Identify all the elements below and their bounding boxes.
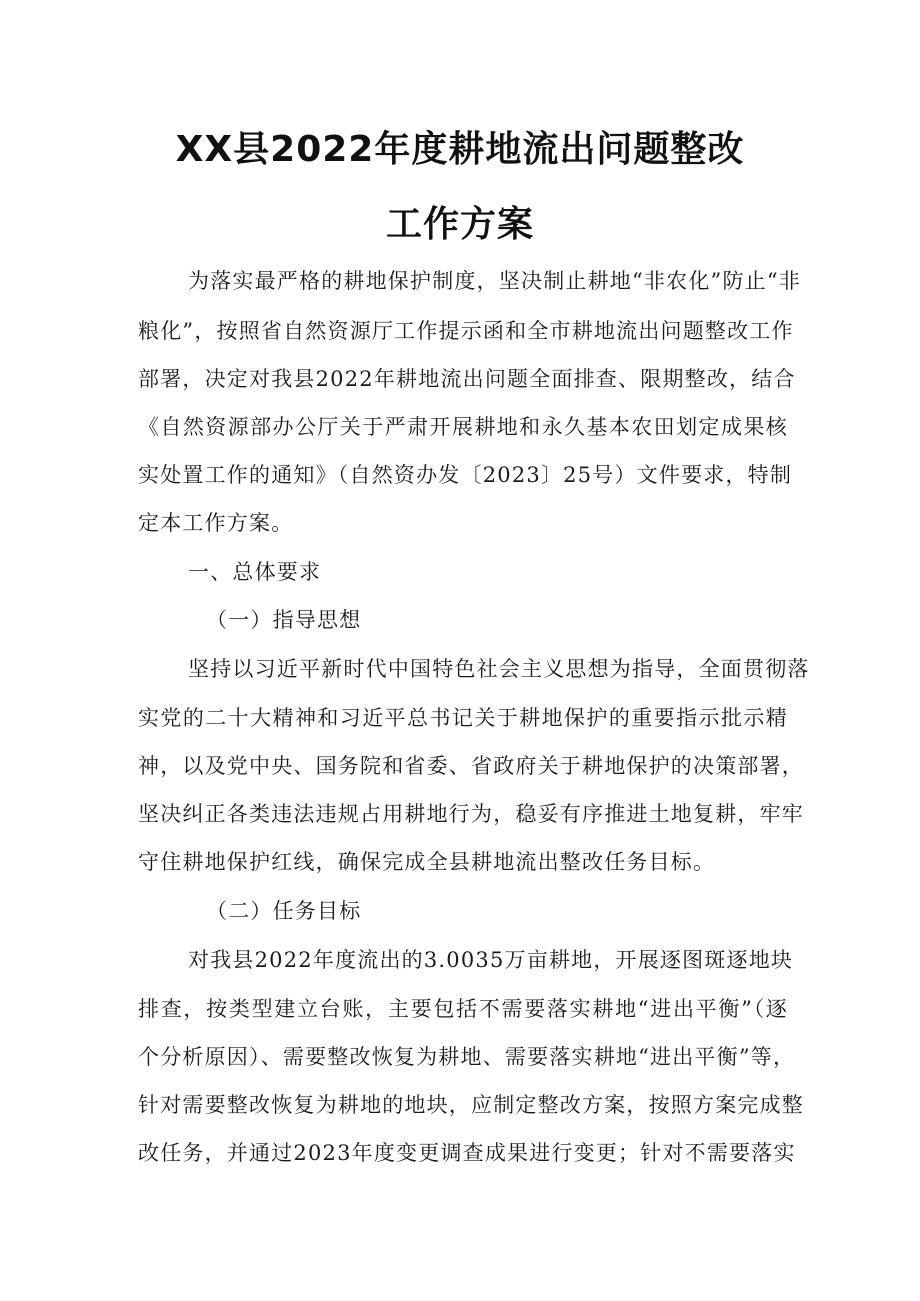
document-title-line-2: 工作方案 xyxy=(385,204,534,245)
guiding-thought-line: 神，以及党中央、国务院和省委、省政府关于耕地保护的决策部署， xyxy=(138,754,804,778)
task-goal-line: 对我县2022年度流出的3.0035万亩耕地，开展逐图斑逐地块 xyxy=(188,948,794,972)
intro-paragraph-line: 为落实最严格的耕地保护制度，坚决制止耕地“非农化”防止“非 xyxy=(188,269,802,293)
task-goal-line: 排查，按类型建立台账，主要包括不需要落实耕地“进出平衡”（逐 xyxy=(138,997,788,1021)
task-goal-line: 针对需要整改恢复为耕地的地块，应制定整改方案，按照方案完成整 xyxy=(138,1093,804,1117)
document-title-line-1: XX县2022年度耕地流出问题整改 xyxy=(175,129,745,170)
guiding-thought-line: 守住耕地保护红线，确保完成全县耕地流出整改任务目标。 xyxy=(138,850,716,874)
guiding-thought-line: 坚持以习近平新时代中国特色社会主义思想为指导，全面贯彻落 xyxy=(188,657,810,681)
intro-paragraph-line: 部署，决定对我县2022年耕地流出问题全面排查、限期整改，结合 xyxy=(138,367,796,391)
task-goal-line: 改任务，并通过2023年度变更调查成果进行变更；针对不需要落实 xyxy=(138,1141,796,1165)
intro-paragraph-line: 粮化”，按照省自然资源厅工作提示函和全市耕地流出问题整改工作 xyxy=(138,319,794,343)
intro-paragraph-line: 定本工作方案。 xyxy=(138,511,294,535)
task-goal-line: 个分析原因）、需要整改恢复为耕地、需要落实耕地“进出平衡”等， xyxy=(138,1045,796,1069)
guiding-thought-line: 实党的二十大精神和习近平总书记关于耕地保护的重要指示批示精 xyxy=(138,706,788,730)
guiding-thought-line: 坚决纠正各类违法违规占用耕地行为，稳妥有序推进土地复耕，牢牢 xyxy=(138,802,804,826)
intro-paragraph-line: 实处置工作的通知》（自然资办发〔2023〕25号）文件要求，特制 xyxy=(138,463,793,487)
subsection-heading: （一）指导思想 xyxy=(206,608,362,632)
section-heading: 一、总体要求 xyxy=(188,560,322,584)
subsection-heading: （二）任务目标 xyxy=(206,899,362,923)
intro-paragraph-line: 《自然资源部办公厅关于严肃开展耕地和永久基本农田划定成果核 xyxy=(138,415,788,439)
